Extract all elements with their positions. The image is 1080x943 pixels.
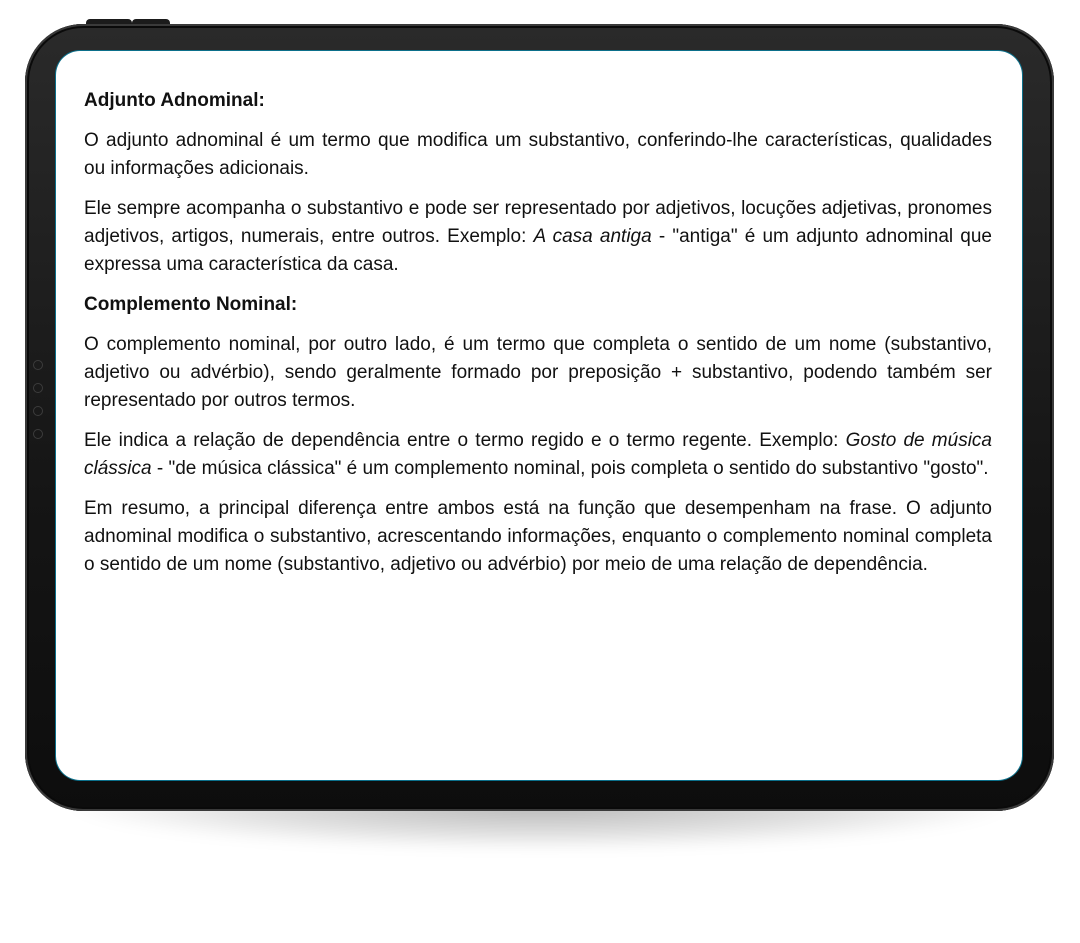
example-text: Gosto de música clássica — [84, 430, 992, 479]
side-sensor-dot — [33, 360, 43, 370]
heading-complemento-nominal: Complemento Nominal: — [84, 294, 298, 315]
side-sensors — [33, 360, 47, 452]
paragraph-text: Ele sempre acompanha o substantivo e pode ser representado por adjetivos, locuções adjetivas, pronomes adjetivos, artigos, numerais, entre outros. Exemplo: — [84, 198, 992, 247]
paragraph-complemento-definition: O complemento nominal, por outro lado, é um termo que completa o sentido de um nome (substantivo, adjetivo ou advérbio), sendo geralmente formado por preposição + substantivo, podendo também ser representado por outros termos. — [84, 334, 992, 411]
example-text: A casa antiga — [533, 226, 652, 247]
paragraph-text: - "antiga" é um adjunto adnominal que expressa uma característica da casa. — [84, 226, 993, 275]
paragraph-adjunto-example — [84, 195, 992, 279]
paragraph-adjunto-definition: O adjunto adnominal é um termo que modifica um substantivo, conferindo-lhe características, qualidades ou informações adicionais. — [84, 130, 992, 179]
document-content — [84, 87, 992, 591]
side-sensor-dot — [33, 429, 43, 439]
paragraph-text: Ele indica a relação de dependência entre o termo regido e o termo regente. Exemplo: — [84, 430, 846, 451]
heading-adjunto-adnominal: Adjunto Adnominal: — [84, 90, 265, 111]
side-sensor-dot — [33, 383, 43, 393]
paragraph-complemento-example — [84, 427, 992, 483]
tablet-screen — [56, 51, 1022, 780]
side-sensor-dot — [33, 406, 43, 416]
paragraph-text: - "de música clássica" é um complemento nominal, pois completa o sentido do substantivo "gosto". — [151, 458, 989, 479]
paragraph-summary: Em resumo, a principal diferença entre ambos está na função que desempenham na frase. O adjunto adnominal modifica o substantivo, acrescentando informações, enquanto o complemento nominal completa o sentido de um nome (substantivo, adjetivo ou advérbio) por meio de uma relação de dependência. — [84, 498, 992, 575]
